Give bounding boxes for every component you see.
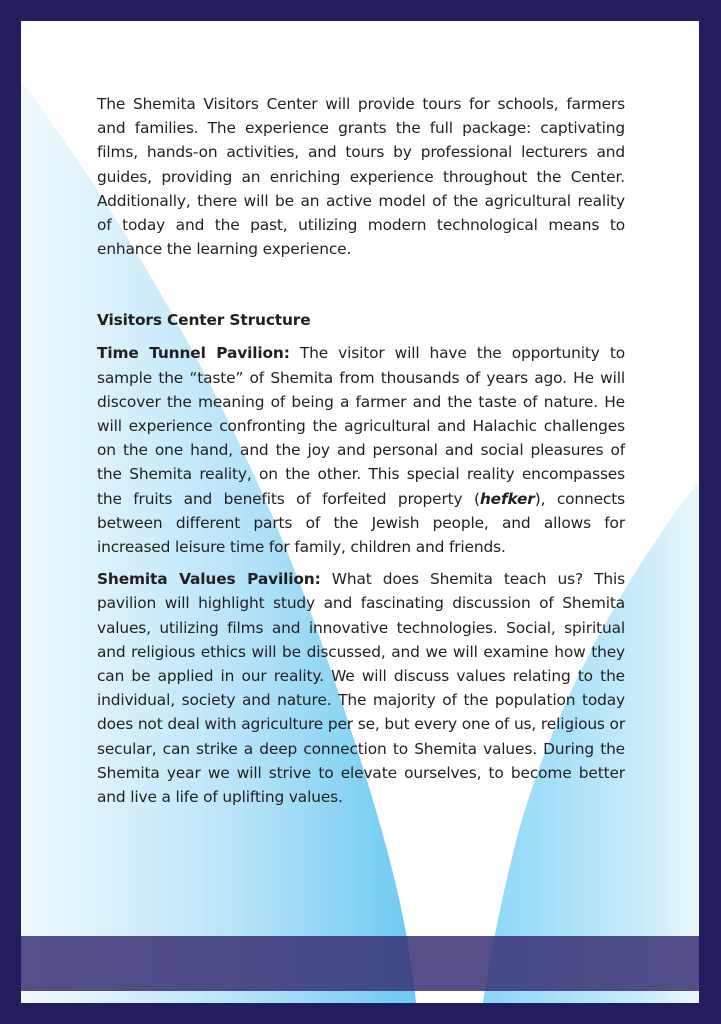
time-tunnel-text-a: The visitor will have the opportunity to sample the “taste” of Shemita from thousands of years ago. He will discover the meaning of being a farmer and the taste of nature. He will experience confronting the agricultural and Halachic challenges on the one hand, and the joy and personal and social pleasures of the Shemita reality, on the other. This special reality encompasses the fruits and benefits of forfeited property ( — [97, 344, 625, 508]
values-pavilion-paragraph — [97, 567, 625, 809]
intro-paragraph: The Shemita Visitors Center will provide tours for schools, farmers and families. The experience grants the full package: captivating films, hands-on activities, and tours by professional lecturers and guides, providing an enriching experience throughout the Center. Additionally, there will be an active model of the agricultural reality of today and the past, utilizing modern technological means to enhance the learning experience. — [97, 95, 625, 259]
values-pavilion-text: What does Shemita teach us? This pavilion will highlight study and fascinating discussion of Shemita values, utilizing films and innovative technologies. Social, spiritual and religious ethics will be discussed, and we will examine how they can be applied in our reality. We will discuss values relating to the individual, society and nature. The majority of the population today does not deal with agriculture per se, but every one of us, religious or secular, can strike a deep connection to Shemita values. During the Shemita year we will strive to elevate ourselves, to become better and live a life of uplifting values. — [97, 570, 625, 807]
footer-band — [21, 936, 699, 991]
hefker-term: hefker — [479, 489, 535, 508]
brochure-page — [21, 21, 699, 1003]
time-tunnel-paragraph — [97, 341, 625, 559]
page-content — [97, 92, 625, 817]
section-heading: Visitors Center Structure — [97, 311, 311, 330]
time-tunnel-title: Time Tunnel Pavilion: — [97, 344, 290, 363]
time-tunnel-text-b: ), connects between different parts of the Jewish people, and allows for increased leisure time for family, children and friends. — [97, 489, 625, 557]
values-pavilion-title: Shemita Values Pavilion: — [97, 570, 321, 589]
